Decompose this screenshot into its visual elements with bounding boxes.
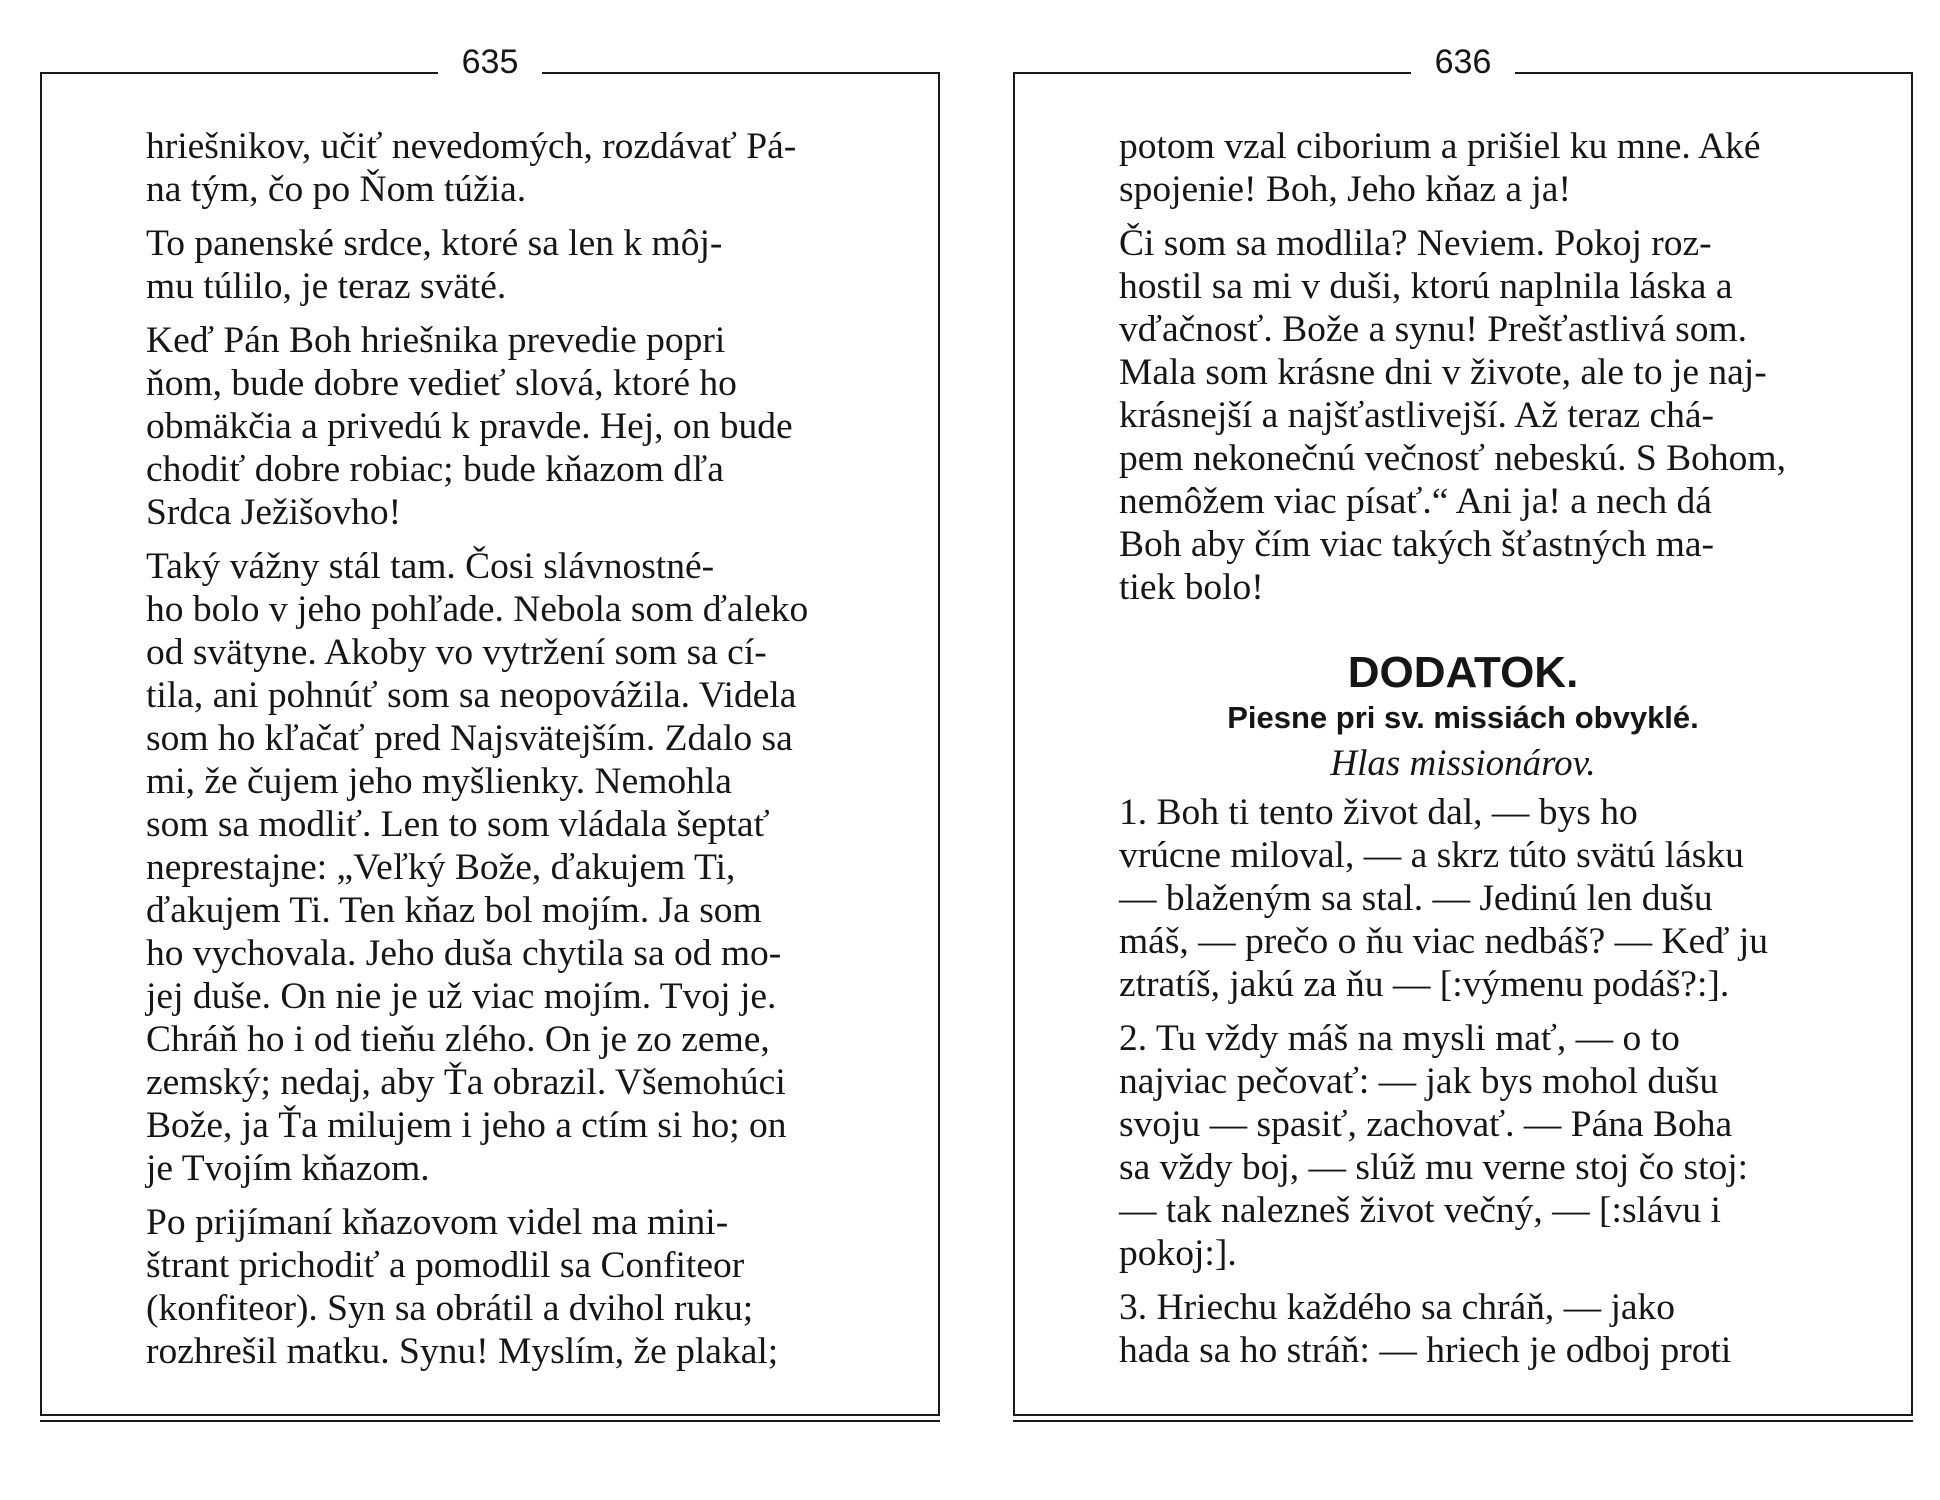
page-number: 636 — [1434, 43, 1492, 81]
text-line: Keď Pán Boh hriešnika prevedie popri — [146, 320, 726, 361]
paragraph — [1057, 125, 1869, 211]
paragraph — [84, 1201, 896, 1373]
paragraph — [84, 222, 896, 308]
text-line: mi, že čujem jeho myšlienky. Nemohla — [146, 761, 732, 802]
text-line: svoju — spasiť, zachovať. — Pána Boha — [1119, 1104, 1733, 1145]
text-line: chodiť dobre robiac; bude kňazom dľa — [146, 449, 724, 490]
right-page-text — [1057, 125, 1869, 1383]
text-line: pem nekonečnú večnosť nebeskú. S Bohom, — [1119, 438, 1786, 479]
text-line: som sa modliť. Len to som vládala šeptať — [146, 804, 770, 845]
text-line: 3. Hriechu každého sa chráň, — jako — [1119, 1287, 1676, 1328]
text-line: (konfiteor). Syn sa obrátil a dvihol ruku; — [146, 1288, 754, 1329]
text-line: som ho kľačať pred Najsvätejším. Zdalo sa — [146, 718, 793, 759]
text-line: máš, — prečo o ňu viac nedbáš? — Keď ju — [1119, 921, 1769, 962]
hymn-title: Hlas missionárov. — [1330, 743, 1596, 784]
text-line: spojenie! Boh, Jeho kňaz a ja! — [1119, 169, 1571, 210]
text-line: — tak nalezneš život večný, — [:slávu i — [1119, 1190, 1721, 1231]
paragraph — [84, 319, 896, 534]
verse — [1057, 1286, 1869, 1372]
text-line: — blaženým sa stal. — Jedinú len dušu — [1119, 878, 1713, 919]
text-line: 1. Boh ti tento život dal, — bys ho — [1119, 792, 1638, 833]
verse — [1057, 791, 1869, 1006]
verse — [1057, 1017, 1869, 1275]
section-subheading: Piesne pri sv. missiách obvyklé. — [1227, 700, 1699, 735]
text-line: tila, ani pohnúť som sa neopovážila. Videla — [146, 675, 797, 716]
text-line: najviac pečovať: — jak bys mohol dušu — [1119, 1061, 1719, 1102]
page-number: 635 — [461, 43, 519, 81]
footer-rule — [1013, 1420, 1913, 1422]
text-line: hada sa ho stráň: — hriech je odboj proti — [1119, 1330, 1732, 1371]
text-line: je Tvojím kňazom. — [146, 1148, 430, 1189]
paragraph — [84, 125, 896, 211]
text-line: na tým, čo po Ňom túžia. — [146, 169, 527, 210]
text-line: jej duše. On nie je už viac mojím. Tvoj je. — [146, 976, 777, 1017]
text-line: ďakujem Ti. Ten kňaz bol mojím. Ja som — [146, 890, 762, 931]
text-line: neprestajne: „Veľký Bože, ďakujem Ti, — [146, 847, 736, 888]
text-line: krásnejší a najšťastlivejší. Až teraz chá- — [1119, 395, 1714, 436]
text-line: To panenské srdce, ktoré sa len k môj- — [146, 223, 723, 264]
text-line: Taký vážny stál tam. Čosi slávnostné- — [146, 546, 715, 587]
left-page-text — [84, 125, 896, 1384]
footer-rule — [40, 1420, 940, 1422]
paragraph — [1057, 222, 1869, 609]
right-page — [1013, 0, 1913, 1500]
text-line: Srdca Ježišovho! — [146, 492, 402, 533]
text-line: ho vychovala. Jeho duša chytila sa od mo- — [146, 933, 782, 974]
text-line: 2. Tu vždy máš na mysli mať, — o to — [1119, 1018, 1680, 1059]
text-line: potom vzal ciborium a prišiel ku mne. Aké — [1119, 126, 1761, 167]
text-line: hriešnikov, učiť nevedomých, rozdávať Pá- — [146, 126, 797, 167]
text-line: hostil sa mi v duši, ktorú naplnila láska a — [1119, 266, 1733, 307]
text-line: od svätyne. Akoby vo vytržení som sa cí- — [146, 632, 767, 673]
text-line: Bože, ja Ťa milujem i jeho a ctím si ho; on — [146, 1105, 787, 1146]
text-line: ho bolo v jeho pohľade. Nebola som ďaleko — [146, 589, 809, 630]
text-line: zemský; nedaj, aby Ťa obrazil. Všemohúci — [146, 1062, 786, 1103]
section-heading: DODATOK. — [1347, 648, 1579, 697]
text-line: vďačnosť. Bože a synu! Prešťastlivá som. — [1119, 309, 1748, 350]
text-line: ztratíš, jakú za ňu — [:výmenu podáš?:]. — [1119, 964, 1730, 1005]
text-line: obmäkčia a privedú k pravde. Hej, on bude — [146, 406, 793, 447]
text-line: ňom, bude dobre vedieť slová, ktoré ho — [146, 363, 737, 404]
text-line: Chráň ho i od tieňu zlého. On je zo zeme, — [146, 1019, 770, 1060]
text-line: sa vždy boj, — slúž mu verne stoj čo stoj: — [1119, 1147, 1749, 1188]
text-line: Boh aby čím viac takých šťastných ma- — [1119, 524, 1715, 565]
text-line: Po prijímaní kňazovom videl ma mini- — [146, 1202, 729, 1243]
text-line: tiek bolo! — [1119, 567, 1264, 608]
text-line: vrúcne miloval, — a skrz túto svätú lásku — [1119, 835, 1744, 876]
text-line: mu túlilo, je teraz sväté. — [146, 266, 507, 307]
text-line: Či som sa modlila? Neviem. Pokoj roz- — [1119, 223, 1712, 264]
text-line: Mala som krásne dni v živote, ale to je naj- — [1119, 352, 1767, 393]
text-line: nemôžem viac písať.“ Ani ja! a nech dá — [1119, 481, 1712, 522]
text-line: pokoj:]. — [1119, 1233, 1237, 1274]
paragraph — [84, 545, 896, 1190]
left-page — [40, 0, 940, 1500]
text-line: štrant prichodiť a pomodlil sa Confiteor — [146, 1245, 745, 1286]
text-line: rozhrešil matku. Synu! Myslím, že plakal; — [146, 1331, 779, 1372]
